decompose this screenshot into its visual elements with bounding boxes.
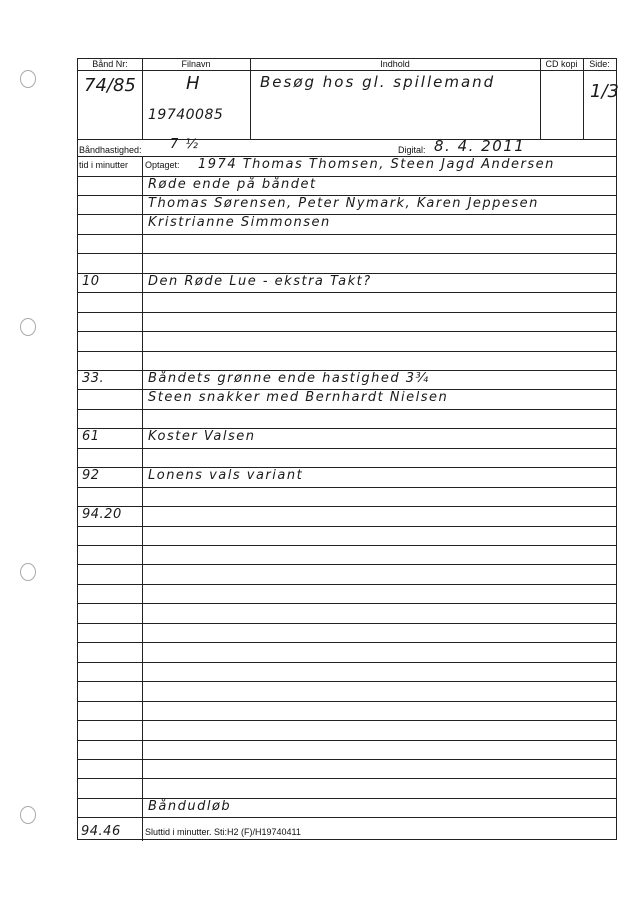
divider	[583, 59, 584, 139]
row-line	[78, 253, 616, 254]
row-line	[78, 487, 616, 488]
row-line	[78, 817, 616, 818]
optaget-label: Optaget:	[145, 160, 180, 170]
punch-hole	[20, 563, 36, 581]
row-line	[78, 778, 616, 779]
row-text: Røde ende på båndet	[148, 176, 317, 192]
row-line	[78, 331, 616, 332]
divider	[142, 59, 143, 139]
row-text: Kristrianne Simmonsen	[148, 215, 331, 231]
bandhastighed-value: 7 ½	[170, 137, 200, 152]
row-line	[78, 409, 616, 410]
row-line	[78, 234, 616, 235]
header-filnavn: Filnavn	[142, 59, 250, 71]
row-line	[78, 642, 616, 643]
divider	[78, 139, 616, 140]
row-line	[78, 545, 616, 546]
band-nr-value: 74/85	[84, 75, 136, 96]
row-text: Lonens vals variant	[148, 468, 304, 484]
row-time: 92	[82, 468, 100, 484]
row-time: 94.20	[82, 507, 122, 523]
punch-hole	[20, 806, 36, 824]
row-text: Thomas Sørensen, Peter Nymark, Karen Jeppesen	[148, 195, 539, 211]
filnavn-letter: H	[186, 73, 202, 94]
indhold-value: Besøg hos gl. spillemand	[260, 73, 496, 91]
side-value: 1/3	[590, 81, 619, 102]
row-line	[78, 292, 616, 293]
row-text: 1974 Thomas Thomsen, Steen Jagd Andersen	[198, 157, 555, 172]
row-line	[78, 623, 616, 624]
digital-label: Digital:	[398, 145, 426, 155]
filnavn-number: 19740085	[148, 107, 224, 123]
punch-hole	[20, 318, 36, 336]
row-text: Koster Valsen	[148, 429, 256, 445]
row-line	[78, 526, 616, 527]
row-line	[78, 681, 616, 682]
divider	[250, 59, 251, 139]
row-line	[78, 720, 616, 721]
row-text: Båndets grønne ende hastighed 3¾	[148, 370, 430, 386]
footer-text: Sluttid i minutter. Sti:H2 (F)/H19740411	[145, 827, 301, 837]
header-side: Side:	[583, 59, 616, 71]
row-time: 61	[82, 429, 100, 445]
digital-value: 8. 4. 2011	[434, 137, 526, 155]
row-time: 10	[82, 273, 100, 289]
row-line	[78, 603, 616, 604]
row-line	[78, 312, 616, 313]
header-band-nr: Bånd Nr:	[78, 59, 142, 71]
row-text: Steen snakker med Bernhardt Nielsen	[148, 390, 449, 406]
divider	[540, 59, 541, 139]
row-text: Den Røde Lue - ekstra Takt?	[148, 273, 372, 289]
row-line	[78, 584, 616, 585]
footer-time: 94.46	[81, 824, 121, 839]
row-line	[78, 740, 616, 741]
bandhastighed-label: Båndhastighed:	[79, 145, 142, 155]
row-line	[78, 448, 616, 449]
row-line	[78, 759, 616, 760]
header-indhold: Indhold	[250, 59, 540, 71]
time-column-divider	[142, 156, 143, 841]
tape-log-form	[77, 58, 617, 840]
row-line	[78, 701, 616, 702]
row-line	[78, 351, 616, 352]
tid-label: tid i minutter	[79, 160, 129, 170]
row-line	[78, 564, 616, 565]
punch-hole	[20, 70, 36, 88]
row-text: Båndudløb	[148, 798, 232, 814]
row-line	[78, 506, 616, 507]
row-line	[78, 662, 616, 663]
header-cd-kopi: CD kopi	[540, 59, 583, 71]
row-time: 33.	[82, 370, 105, 386]
